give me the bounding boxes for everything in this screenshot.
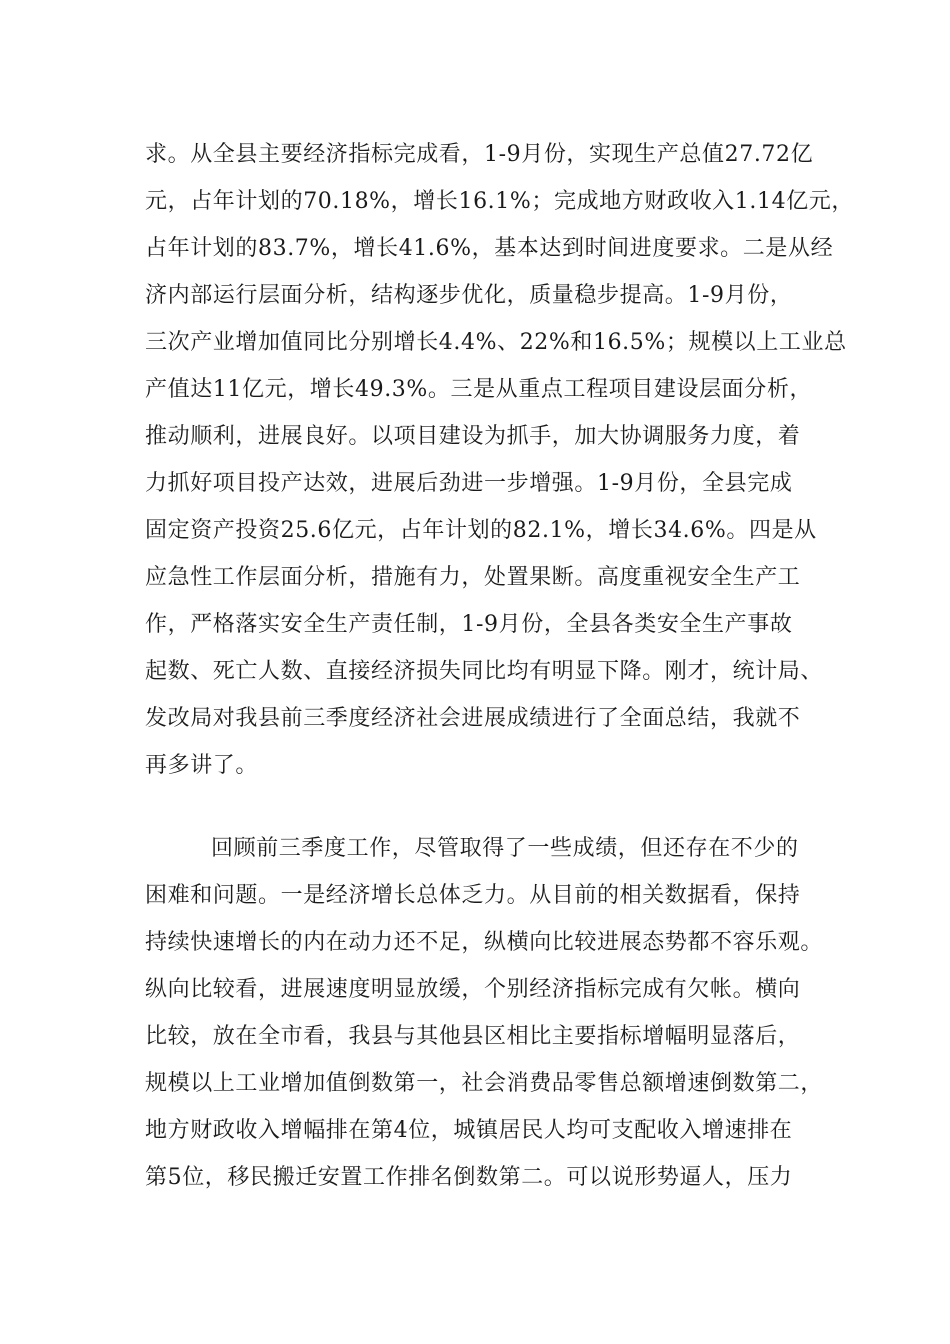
paragraph-economic-indicators: [145, 131, 854, 789]
text-line: 济内部运行层面分析，结构逐步优化，质量稳步提高。1-9月份，: [145, 283, 793, 308]
text-line: 推动顺利，进展良好。以项目建设为抓手，加大协调服务力度，着: [145, 424, 801, 449]
text-line: 产值达11亿元，增长49.3%。三是从重点工程项目建设层面分析，: [145, 377, 813, 402]
text-line: 发改局对我县前三季度经济社会进展成绩进行了全面总结，我就不: [145, 706, 801, 731]
text-line: 作，严格落实安全生产责任制，1-9月份，全县各类安全生产事故: [145, 612, 793, 637]
text-line: 占年计划的83.7%，增长41.6%，基本达到时间进度要求。二是从经: [145, 236, 834, 261]
text-line: 起数、死亡人数、直接经济损失同比均有明显下降。刚才，统计局、: [145, 659, 824, 684]
text-line: 应急性工作层面分析，措施有力，处置果断。高度重视安全生产工: [145, 565, 801, 590]
text-line-indented: 回顾前三季度工作，尽管取得了一些成绩，但还存在不少的: [211, 836, 799, 861]
text-line: 困难和问题。一是经济增长总体乏力。从目前的相关数据看，保持: [145, 883, 801, 908]
text-line: 规模以上工业增加值倒数第一，社会消费品零售总额增速倒数第二，: [145, 1071, 824, 1096]
text-line: 地方财政收入增幅排在第4位，城镇居民人均可支配收入增速排在: [145, 1118, 793, 1143]
text-line: 三次产业增加值同比分别增长4.4%、22%和16.5%；规模以上工业总: [145, 330, 847, 355]
text-line: 纵向比较看，进展速度明显放缓，个别经济指标完成有欠帐。横向: [145, 977, 801, 1002]
text-line: 再多讲了。: [145, 753, 259, 778]
text-line: 第5位，移民搬迁安置工作排名倒数第二。可以说形势逼人，压力: [145, 1165, 793, 1190]
text-line: 元，占年计划的70.18%，增长16.1%；完成地方财政收入1.14亿元，: [145, 189, 854, 214]
text-line: 固定资产投资25.6亿元，占年计划的82.1%，增长34.6%。四是从: [145, 518, 817, 543]
paragraph-problems-review: [145, 825, 825, 1201]
text-line: 持续快速增长的内在动力还不足，纵横向比较进展态势都不容乐观。: [145, 930, 824, 955]
text-line: 力抓好项目投产达效，进展后劲进一步增强。1-9月份，全县完成: [145, 471, 793, 496]
text-line: 求。从全县主要经济指标完成看，1-9月份，实现生产总值27.72亿: [145, 142, 814, 167]
text-line: 比较，放在全市看，我县与其他县区相比主要指标增幅明显落后，: [145, 1024, 801, 1049]
